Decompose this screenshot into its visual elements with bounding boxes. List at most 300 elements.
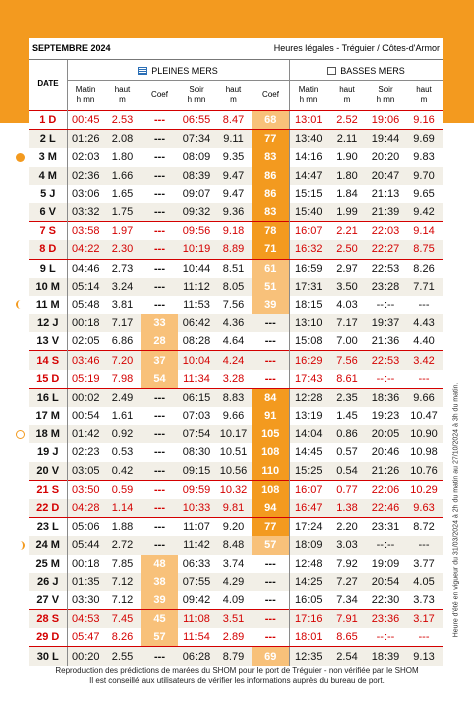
pm-morning-height: 3.81 [104, 296, 141, 314]
pm-morning-height: 1.65 [104, 185, 141, 203]
pm-haut2-l1: haut [225, 85, 242, 94]
bm-soir-l1: Soir [378, 85, 393, 94]
bm-evening-height: --- [405, 628, 443, 647]
bm-haut2-l1: haut [416, 85, 432, 94]
pm-coef-morning: 38 [141, 573, 178, 591]
bm-evening-time: 19:44 [366, 130, 405, 149]
pm-evening-height: 10.56 [215, 462, 252, 481]
bm-evening-time: 21:26 [366, 462, 405, 481]
pm-coef-evening: --- [252, 573, 289, 591]
day-cell: 26 J [29, 573, 67, 591]
pm-coef-evening: --- [252, 370, 289, 389]
bm-morning-height: 2.50 [328, 240, 366, 259]
pm-evening-height: 10.17 [215, 425, 252, 443]
table-row [29, 628, 443, 647]
bm-morning-time: 15:25 [289, 462, 328, 481]
pm-morning-height: 0.53 [104, 443, 141, 461]
pm-morning-time: 04:46 [67, 259, 104, 278]
pm-evening-height: 9.35 [215, 148, 252, 166]
pm-evening-time: 10:44 [178, 259, 215, 278]
bm-evening-height: 3.17 [405, 610, 443, 629]
table-row [29, 111, 443, 130]
pm-morning-time: 03:05 [67, 462, 104, 481]
table-row [29, 370, 443, 389]
footer [0, 666, 474, 686]
bm-evening-time: 22:53 [366, 259, 405, 278]
pm-morning-height: 2.08 [104, 130, 141, 149]
pm-coef-evening: 57 [252, 536, 289, 554]
basses-mers-header [289, 64, 443, 78]
bm-evening-height: 7.71 [405, 278, 443, 296]
bm-morning-time: 16:29 [289, 351, 328, 370]
pm-coef-morning: --- [141, 111, 178, 130]
bm-morning-time: 12:48 [289, 555, 328, 573]
table-row [29, 240, 443, 259]
pm-coef-morning: --- [141, 518, 178, 537]
bm-evening-height: 9.42 [405, 203, 443, 222]
table-row [29, 222, 443, 241]
pm-coef-morning: --- [141, 536, 178, 554]
bm-morning-time: 12:28 [289, 388, 328, 407]
pm-coef-evening: --- [252, 555, 289, 573]
day-cell: 9 L [29, 259, 67, 278]
bm-evening-height: 10.90 [405, 425, 443, 443]
pm-morning-time: 01:42 [67, 425, 104, 443]
pm-coef-morning: --- [141, 388, 178, 407]
bm-morning-height: 1.90 [328, 148, 366, 166]
table-row [29, 573, 443, 591]
month-title: SEPTEMBRE 2024 [32, 43, 111, 53]
pm-coef-evening: --- [252, 610, 289, 629]
pm-morning-time: 01:26 [67, 130, 104, 149]
pm-evening-time: 09:59 [178, 480, 215, 499]
table-row [29, 462, 443, 481]
day-cell: 17 M [29, 407, 67, 425]
pm-haut2-l2: m [230, 95, 237, 104]
bm-evening-time: 22:46 [366, 499, 405, 518]
pm-evening-height: 8.89 [215, 240, 252, 259]
bm-morning-time: 16:32 [289, 240, 328, 259]
bm-matin-l2: h mn [299, 95, 318, 104]
pm-morning-time: 03:06 [67, 185, 104, 203]
bm-evening-height: 4.40 [405, 332, 443, 351]
pm-morning-time: 03:32 [67, 203, 104, 222]
pm-evening-height: 9.36 [215, 203, 252, 222]
pm-morning-time: 05:06 [67, 518, 104, 537]
table-row [29, 499, 443, 518]
moon-first-quarter-icon [16, 300, 25, 309]
bm-morning-time: 13:40 [289, 130, 328, 149]
pm-evening-time: 11:53 [178, 296, 215, 314]
day-cell: 15 D [29, 370, 67, 389]
bm-evening-time: 18:39 [366, 647, 405, 666]
bm-evening-time: 19:23 [366, 407, 405, 425]
pm-evening-time: 10:33 [178, 499, 215, 518]
bm-matin-header [289, 85, 328, 105]
pm-evening-height: 9.18 [215, 222, 252, 241]
bm-morning-height: 7.00 [328, 332, 366, 351]
pm-morning-height: 1.75 [104, 203, 141, 222]
bm-evening-time: 23:31 [366, 518, 405, 537]
bm-morning-height: 7.34 [328, 591, 366, 610]
day-cell: 29 D [29, 628, 67, 647]
bm-evening-height: 8.72 [405, 518, 443, 537]
bm-morning-time: 17:16 [289, 610, 328, 629]
bm-morning-height: 1.38 [328, 499, 366, 518]
bm-evening-height: 9.16 [405, 111, 443, 130]
bm-morning-height: 1.80 [328, 167, 366, 185]
summer-time-note-text: Heure d'été en vigueur du 31/03/2024 à 2h du matin au 27/10/2024 à 3h du matin. [452, 382, 459, 638]
footer-line-1: Reproduction des prédictions de marées du SHOM pour le port de Tréguier - non vérifiée par le SHOM [55, 666, 419, 675]
day-cell: 16 L [29, 388, 67, 407]
pm-coef-morning: --- [141, 647, 178, 666]
bm-morning-height: 4.03 [328, 296, 366, 314]
pm-evening-time: 07:03 [178, 407, 215, 425]
bm-morning-height: 1.99 [328, 203, 366, 222]
footer-line-2: Il est conseillé aux utilisateurs de vérifier les informations auprès du bureau de port. [89, 676, 385, 685]
tide-table-sheet [29, 38, 443, 663]
pm-morning-time: 05:14 [67, 278, 104, 296]
pm-matin-header [67, 85, 104, 105]
pm-evening-height: 8.05 [215, 278, 252, 296]
bm-evening-height: 3.42 [405, 351, 443, 370]
pm-coef-evening: 83 [252, 148, 289, 166]
pm-coef-morning: 45 [141, 610, 178, 629]
bm-morning-time: 16:07 [289, 480, 328, 499]
pm-morning-height: 7.98 [104, 370, 141, 389]
bm-morning-height: 2.97 [328, 259, 366, 278]
pm-coef-evening: 108 [252, 480, 289, 499]
table-row [29, 425, 443, 443]
pm-morning-height: 8.26 [104, 628, 141, 647]
pm-evening-time: 11:54 [178, 628, 215, 647]
pm-matin-l1: Matin [75, 85, 96, 94]
table-row [29, 407, 443, 425]
pm-coef-morning: --- [141, 480, 178, 499]
bm-evening-time: 21:39 [366, 203, 405, 222]
pm-morning-height: 1.66 [104, 167, 141, 185]
bm-evening-height: 4.05 [405, 573, 443, 591]
pm-coef-morning: --- [141, 259, 178, 278]
pm-coef-evening: --- [252, 591, 289, 610]
bm-haut1-l1: haut [339, 85, 355, 94]
pm-coef-evening: 69 [252, 647, 289, 666]
bm-morning-height: 8.65 [328, 628, 366, 647]
day-cell: 10 M [29, 278, 67, 296]
pm-evening-height: 4.29 [215, 573, 252, 591]
bm-morning-time: 17:24 [289, 518, 328, 537]
basses-mers-label: BASSES MERS [340, 66, 405, 76]
bm-evening-time: 20:46 [366, 443, 405, 461]
moon-full-icon [16, 430, 25, 439]
bm-evening-height: 10.76 [405, 462, 443, 481]
bm-morning-height: 2.52 [328, 111, 366, 130]
pm-coef-evening: 83 [252, 203, 289, 222]
bm-evening-time: 22:27 [366, 240, 405, 259]
bm-evening-height: 9.63 [405, 499, 443, 518]
pm-soir-header [178, 85, 215, 105]
pm-coef-morning: --- [141, 148, 178, 166]
bm-morning-height: 0.57 [328, 443, 366, 461]
pm-evening-time: 07:55 [178, 573, 215, 591]
pleines-mers-icon [138, 67, 147, 75]
pm-evening-height: 3.74 [215, 555, 252, 573]
day-cell: 8 D [29, 240, 67, 259]
day-cell: 24 M [29, 536, 67, 554]
pm-morning-height: 7.20 [104, 351, 141, 370]
bm-evening-time: 19:06 [366, 111, 405, 130]
day-cell: 2 L [29, 130, 67, 149]
pm-morning-time: 05:19 [67, 370, 104, 389]
day-cell: 23 L [29, 518, 67, 537]
day-cell: 28 S [29, 610, 67, 629]
pm-coef-evening: 77 [252, 518, 289, 537]
pm-haut1-l2: m [119, 95, 126, 104]
pm-evening-height: 4.64 [215, 332, 252, 351]
pm-evening-time: 09:32 [178, 203, 215, 222]
day-cell: 4 M [29, 167, 67, 185]
bm-morning-height: 7.56 [328, 351, 366, 370]
pm-coef-morning: 37 [141, 351, 178, 370]
pm-morning-height: 1.88 [104, 518, 141, 537]
table-row [29, 185, 443, 203]
pm-morning-time: 05:48 [67, 296, 104, 314]
pm-evening-height: 8.79 [215, 647, 252, 666]
bm-evening-time: 20:20 [366, 148, 405, 166]
day-cell: 5 J [29, 185, 67, 203]
pm-evening-time: 10:04 [178, 351, 215, 370]
pm-soir-l1: Soir [189, 85, 204, 94]
bm-evening-height: 9.14 [405, 222, 443, 241]
pm-evening-height: 8.47 [215, 111, 252, 130]
pm-morning-height: 7.85 [104, 555, 141, 573]
day-cell: 1 D [29, 111, 67, 130]
pm-soir-l2: h mn [187, 95, 206, 104]
table-row [29, 296, 443, 314]
bm-evening-height: 8.26 [405, 259, 443, 278]
pm-morning-height: 1.61 [104, 407, 141, 425]
table-row [29, 167, 443, 185]
pm-evening-height: 9.11 [215, 130, 252, 149]
bm-morning-time: 14:25 [289, 573, 328, 591]
pm-coef-morning: --- [141, 167, 178, 185]
bm-evening-height: 10.98 [405, 443, 443, 461]
day-cell: 25 M [29, 555, 67, 573]
day-cell: 27 V [29, 591, 67, 610]
pm-evening-height: 4.09 [215, 591, 252, 610]
day-cell: 18 M [29, 425, 67, 443]
bm-morning-time: 14:04 [289, 425, 328, 443]
bm-morning-time: 17:31 [289, 278, 328, 296]
bm-evening-time: 22:06 [366, 480, 405, 499]
day-cell: 6 V [29, 203, 67, 222]
pm-morning-time: 00:18 [67, 314, 104, 332]
port-subtitle: Heures légales - Tréguier / Côtes-d'Armor [273, 43, 440, 53]
pm-evening-height: 3.51 [215, 610, 252, 629]
bm-evening-height: 8.75 [405, 240, 443, 259]
bm-morning-time: 15:15 [289, 185, 328, 203]
pm-coef-evening: 86 [252, 185, 289, 203]
day-cell: 22 D [29, 499, 67, 518]
pm-evening-height: 4.36 [215, 314, 252, 332]
pm-coef-evening: --- [252, 351, 289, 370]
bm-evening-height: --- [405, 536, 443, 554]
day-cell: 11 M [29, 296, 67, 314]
pm-morning-time: 03:58 [67, 222, 104, 241]
pm-coef-morning: 57 [141, 628, 178, 647]
bm-evening-time: 21:36 [366, 332, 405, 351]
pm-coef-morning: --- [141, 240, 178, 259]
pm-evening-time: 11:08 [178, 610, 215, 629]
pm-evening-height: 9.47 [215, 185, 252, 203]
pm-morning-time: 00:20 [67, 647, 104, 666]
pm-coef-evening: 51 [252, 278, 289, 296]
pm-evening-time: 08:30 [178, 443, 215, 461]
pm-coef-morning: 54 [141, 370, 178, 389]
day-cell: 3 M [29, 148, 67, 166]
pm-coef-morning: 39 [141, 591, 178, 610]
date-header: DATE [37, 79, 59, 88]
table-row [29, 518, 443, 537]
pm-evening-time: 07:34 [178, 130, 215, 149]
pm-evening-time: 06:28 [178, 647, 215, 666]
pm-coef-evening: 61 [252, 259, 289, 278]
pm-morning-height: 0.59 [104, 480, 141, 499]
bm-morning-height: 2.54 [328, 647, 366, 666]
pm-morning-time: 03:50 [67, 480, 104, 499]
bm-evening-time: --:-- [366, 370, 405, 389]
pm-coef-evening: 94 [252, 499, 289, 518]
pm-coef-evening: 84 [252, 388, 289, 407]
bm-evening-time: --:-- [366, 296, 405, 314]
pm-coef2-header: Coef [262, 90, 279, 99]
pm-coef1-header: Coef [151, 90, 168, 99]
pm-morning-time: 05:44 [67, 536, 104, 554]
day-cell: 12 J [29, 314, 67, 332]
pm-evening-height: 10.51 [215, 443, 252, 461]
bm-evening-time: 22:30 [366, 591, 405, 610]
pm-evening-height: 7.56 [215, 296, 252, 314]
pm-evening-height: 9.20 [215, 518, 252, 537]
bm-haut1-header [328, 85, 366, 105]
pm-evening-time: 06:15 [178, 388, 215, 407]
pm-morning-height: 2.72 [104, 536, 141, 554]
pm-evening-height: 8.48 [215, 536, 252, 554]
pm-morning-height: 1.14 [104, 499, 141, 518]
table-row [29, 314, 443, 332]
bm-evening-time: 20:47 [366, 167, 405, 185]
pm-evening-height: 9.47 [215, 167, 252, 185]
bm-morning-time: 13:19 [289, 407, 328, 425]
bm-morning-time: 16:05 [289, 591, 328, 610]
pm-coef-evening: 71 [252, 240, 289, 259]
bm-morning-height: 7.27 [328, 573, 366, 591]
pleines-mers-label: PLEINES MERS [151, 66, 218, 76]
pm-coef-morning: 48 [141, 555, 178, 573]
pm-coef-evening: --- [252, 314, 289, 332]
pm-evening-time: 09:42 [178, 591, 215, 610]
tide-table [29, 110, 443, 666]
pm-evening-time: 06:42 [178, 314, 215, 332]
pm-coef-morning: --- [141, 130, 178, 149]
bm-evening-height: 9.13 [405, 647, 443, 666]
bm-morning-time: 17:43 [289, 370, 328, 389]
bm-evening-time: 22:53 [366, 351, 405, 370]
bm-evening-time: 20:54 [366, 573, 405, 591]
bm-morning-height: 8.61 [328, 370, 366, 389]
bm-morning-time: 16:59 [289, 259, 328, 278]
bm-morning-time: 14:16 [289, 148, 328, 166]
table-row [29, 351, 443, 370]
basses-mers-icon [327, 67, 336, 75]
bm-evening-time: 19:09 [366, 555, 405, 573]
bm-evening-height: 3.77 [405, 555, 443, 573]
bm-soir-header [366, 85, 405, 105]
day-cell: 14 S [29, 351, 67, 370]
pm-morning-time: 00:45 [67, 111, 104, 130]
pm-morning-height: 7.17 [104, 314, 141, 332]
pm-evening-height: 9.81 [215, 499, 252, 518]
bm-morning-height: 2.35 [328, 388, 366, 407]
pm-morning-height: 2.55 [104, 647, 141, 666]
bm-evening-height: --- [405, 370, 443, 389]
pm-morning-time: 02:05 [67, 332, 104, 351]
bm-evening-time: 19:37 [366, 314, 405, 332]
pm-morning-height: 6.86 [104, 332, 141, 351]
bm-morning-time: 13:01 [289, 111, 328, 130]
bm-morning-height: 1.84 [328, 185, 366, 203]
pm-evening-time: 09:15 [178, 462, 215, 481]
pm-morning-height: 2.49 [104, 388, 141, 407]
bm-morning-height: 2.11 [328, 130, 366, 149]
pm-morning-height: 7.12 [104, 591, 141, 610]
table-row [29, 610, 443, 629]
bm-morning-height: 0.77 [328, 480, 366, 499]
bm-morning-height: 0.54 [328, 462, 366, 481]
bm-haut2-header [405, 85, 443, 105]
divider [67, 80, 443, 81]
day-cell: 21 S [29, 480, 67, 499]
pm-coef-evening: 86 [252, 167, 289, 185]
pm-evening-height: 4.24 [215, 351, 252, 370]
day-cell: 13 V [29, 332, 67, 351]
pm-coef-evening: --- [252, 332, 289, 351]
bm-morning-time: 15:08 [289, 332, 328, 351]
bm-morning-height: 0.86 [328, 425, 366, 443]
pm-haut1-header [104, 85, 141, 105]
pm-morning-height: 7.12 [104, 573, 141, 591]
pm-morning-height: 7.45 [104, 610, 141, 629]
pm-coef-morning: --- [141, 185, 178, 203]
pm-morning-time: 04:28 [67, 499, 104, 518]
pm-coef-evening: 105 [252, 425, 289, 443]
bm-morning-time: 15:40 [289, 203, 328, 222]
bm-morning-time: 16:07 [289, 222, 328, 241]
pm-morning-time: 03:30 [67, 591, 104, 610]
pm-coef-morning: 33 [141, 314, 178, 332]
bm-morning-height: 2.21 [328, 222, 366, 241]
bm-evening-height: 9.66 [405, 388, 443, 407]
pm-evening-time: 11:12 [178, 278, 215, 296]
title-bar [29, 38, 443, 60]
pm-coef-morning: --- [141, 499, 178, 518]
pm-evening-time: 08:39 [178, 167, 215, 185]
pm-coef-morning: --- [141, 222, 178, 241]
pm-morning-time: 02:23 [67, 443, 104, 461]
bm-evening-height: --- [405, 296, 443, 314]
day-cell: 19 J [29, 443, 67, 461]
bm-matin-l1: Matin [298, 85, 319, 94]
